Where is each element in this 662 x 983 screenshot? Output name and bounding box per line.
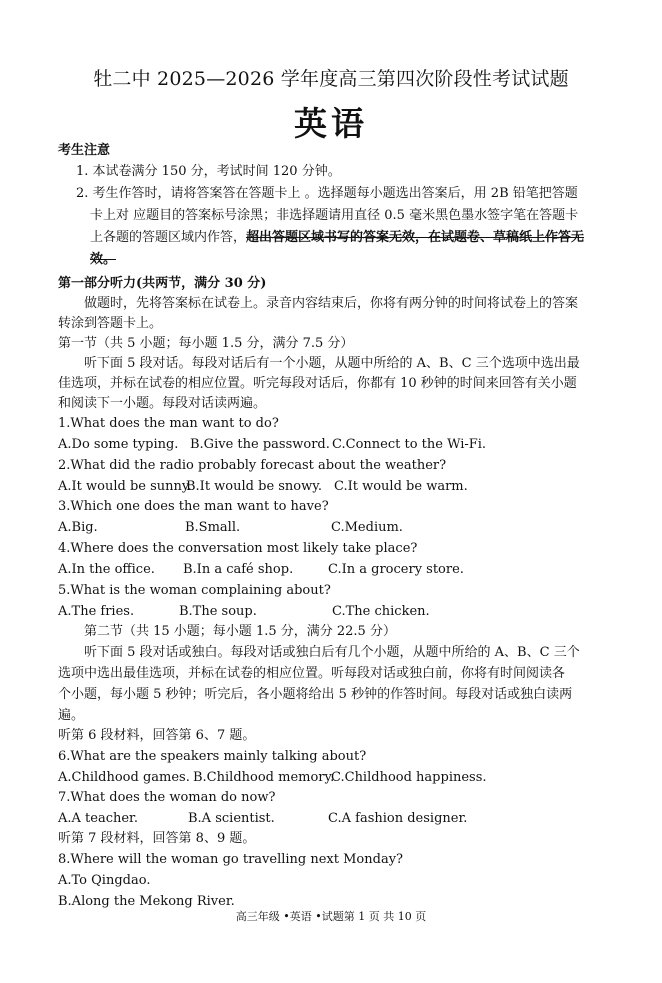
- option-b: B.A scientist.: [188, 811, 275, 826]
- exam-title: 牡二中 2025—2026 学年度高三第四次阶段性考试试题: [93, 68, 569, 90]
- option-b: B.Small.: [185, 520, 241, 535]
- material-7-note: 听第 7 段材料，回答第 8、9 题。: [58, 831, 256, 846]
- notice-item-2-line-2: 卡上对 应题目的答案标号涂黑；非选择题请用直径 0.5 毫米黑色墨水签字笔在答题卡: [90, 208, 579, 223]
- question-3: 3.Which one does the man want to have?: [58, 499, 329, 514]
- material-6-note: 听第 6 段材料，回答第 6、7 题。: [58, 728, 256, 743]
- section2-line-2: 选项中选出最佳选项，并标在试卷的相应位置。听每段对话或独白前，你将有时间阅读各: [58, 666, 566, 681]
- notice-item-2-line-3-strike: 超出答题区域书写的答案无效，在试题卷、草稿纸上作答无: [246, 230, 585, 245]
- part1-intro-line-1: 做题时，先将答案标在试卷上。录音内容结束后，你将有两分钟的时间将试卷上的答案: [84, 296, 579, 311]
- section1-line-3: 和阅读下一小题。每段对话读两遍。: [58, 396, 267, 411]
- option-c: C.A fashion designer.: [328, 811, 468, 826]
- question-6: 6.What are the speakers mainly talking about?: [58, 749, 367, 764]
- question-7: 7.What does the woman do now?: [58, 790, 276, 805]
- option-a: A.Big.: [58, 520, 98, 535]
- option-b: B.Give the password.: [190, 437, 330, 452]
- notice-item-2-line-3: [90, 228, 584, 247]
- section1-line-2: 佳选项，并标在试卷的相应位置。听完每段对话后，你都有 10 秒钟的时间来回答有关小题: [58, 376, 577, 391]
- question-5: 5.What is the woman complaining about?: [58, 583, 331, 598]
- notice-item-2-line-3-plain: 上各题的答题区域内作答，: [90, 230, 247, 245]
- question-4: 4.Where does the conversation most likely take place?: [58, 541, 418, 556]
- section2-line-3: 个小题，每小题 5 秒钟；听完后，各小题将给出 5 秒钟的作答时间。每段对话或独白读两: [58, 687, 573, 702]
- question-8-option-b: B.Along the Mekong River.: [58, 894, 235, 909]
- option-a: A.In the office.: [58, 562, 155, 577]
- section1-line-1: 听下面 5 段对话。每段对话后有一个小题，从题中所给的 A、B、C 三个选项中选出最: [84, 356, 580, 371]
- page-footer: 高三年级 •英语 •试题第 1 页 共 10 页: [235, 910, 427, 923]
- section1-heading: 第一节（共 5 小题；每小题 1.5 分，满分 7.5 分）: [58, 336, 354, 351]
- option-a: A.A teacher.: [58, 811, 138, 826]
- question-8-option-a: A.To Qingdao.: [58, 873, 151, 888]
- notice-heading: 考生注意: [58, 143, 111, 158]
- option-b: B.It would be snowy.: [186, 479, 323, 494]
- part1-intro-line-2: 转涂到答题卡上。: [58, 316, 163, 331]
- option-c: C.In a grocery store.: [328, 562, 464, 577]
- option-b: B.In a café shop.: [183, 562, 294, 577]
- option-b: B.The soup.: [179, 604, 257, 619]
- option-a: A.The fries.: [58, 604, 135, 619]
- option-c: C.Childhood happiness.: [331, 770, 487, 785]
- option-c: C.Connect to the Wi-Fi.: [332, 437, 487, 452]
- option-a: A.Do some typing.: [58, 437, 179, 452]
- option-a: A.It would be sunny.: [58, 479, 192, 494]
- section2-heading: 第二节（共 15 小题；每小题 1.5 分，满分 22.5 分）: [84, 624, 396, 639]
- option-b: B.Childhood memory.: [193, 770, 335, 785]
- subject-title: 英语: [294, 104, 368, 143]
- option-c: C.Medium.: [331, 520, 403, 535]
- section2-line-4: 遍。: [58, 708, 85, 723]
- option-c: C.The chicken.: [332, 604, 430, 619]
- question-2: 2.What did the radio probably forecast about the weather?: [58, 458, 447, 473]
- notice-item-1: 1. 本试卷满分 150 分，考试时间 120 分钟。: [76, 164, 341, 179]
- question-1: 1.What does the man want to do?: [58, 416, 279, 431]
- section2-line-1: 听下面 5 段对话或独白。每段对话或独白后有几个小题，从题中所给的 A、B、C 三个: [84, 645, 580, 660]
- option-a: A.Childhood games.: [58, 770, 190, 785]
- question-8: 8.Where will the woman go travelling next Monday?: [58, 852, 404, 867]
- notice-item-2-line-1: 2. 考生作答时，请将答案答在答题卡上 。选择题每小题选出答案后，用 2B 铅笔把答题: [76, 186, 578, 201]
- part1-heading: 第一部分听力(共两节，满分 30 分): [58, 276, 267, 291]
- notice-item-2-line-4: 效。: [90, 252, 117, 267]
- option-c: C.It would be warm.: [334, 479, 468, 494]
